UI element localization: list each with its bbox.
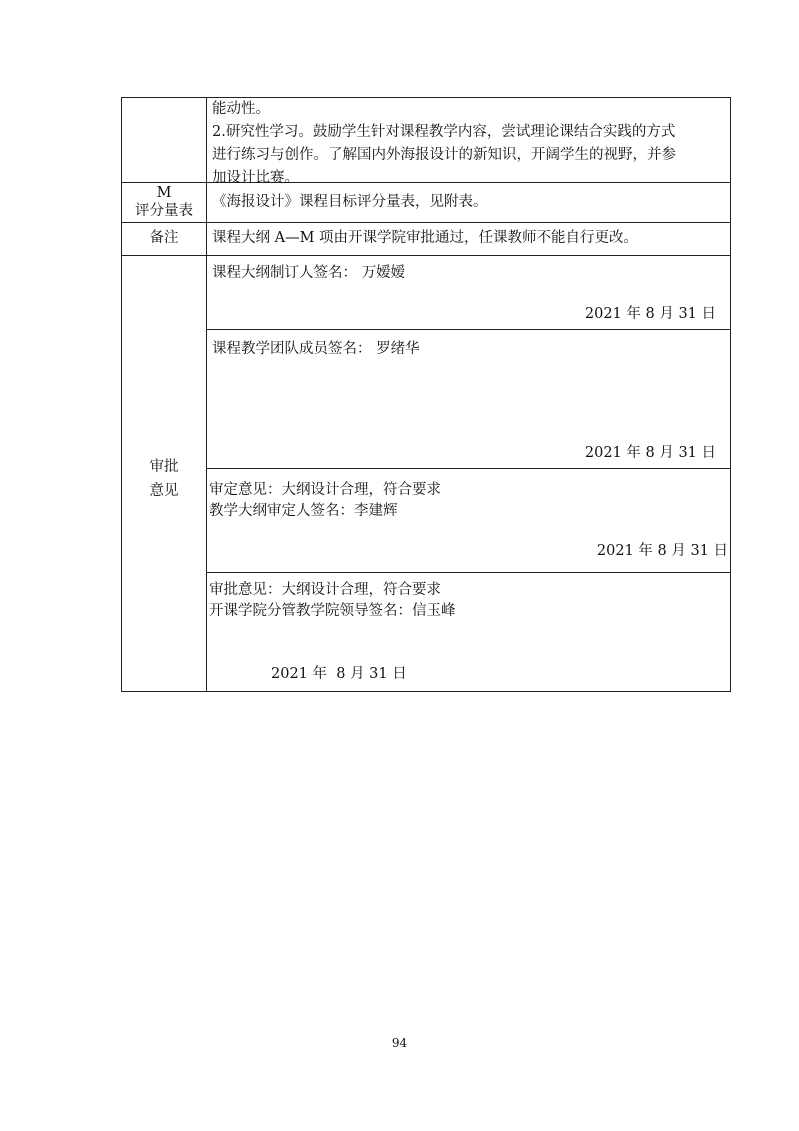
review-date: 2021 年 8 月 31 日 [596, 543, 728, 559]
approval-label [122, 455, 206, 503]
row-divider [206, 329, 730, 330]
row-divider [206, 468, 730, 469]
rubric-label-text: 评分量表 [135, 203, 193, 219]
review-opinion: 审定意见：大纲设计合理，符合要求 [209, 482, 441, 498]
rubric-label-letter: M [156, 185, 172, 201]
method-description [206, 98, 732, 190]
drafter-date: 2021 年 8 月 31 日 [584, 306, 716, 322]
row-divider [122, 255, 730, 256]
text-line: 2.研究性学习。鼓励学生针对课程教学内容，尝试理论课结合实践的方式 [212, 124, 676, 140]
row-divider [206, 572, 730, 573]
drafter-signature: 课程大纲制订人签名： 万嫒嫒 [212, 265, 406, 281]
note-label: 备注 [149, 230, 179, 246]
team-date: 2021 年 8 月 31 日 [584, 445, 716, 461]
approval-label-line: 审批 [149, 459, 179, 475]
note-content: 课程大纲 A—M 项由开课学院审批通过，任课教师不能自行更改。 [212, 230, 639, 246]
team-signature: 课程教学团队成员签名： 罗绪华 [212, 341, 420, 357]
text-line: 加设计比赛。 [212, 170, 299, 186]
page-number: 94 [391, 1036, 408, 1050]
text-line: 能动性。 [212, 101, 270, 117]
text-line: 进行练习与创作。了解国内外海报设计的新知识，开阔学生的视野，并参 [212, 147, 676, 163]
approval-opinion: 审批意见：大纲设计合理，符合要求 [209, 582, 441, 598]
row-divider [122, 222, 730, 223]
rubric-content: 《海报设计》课程目标评分量表，见附表。 [212, 194, 488, 210]
syllabus-table [121, 97, 731, 692]
reviewer-signature: 教学大纲审定人签名：李建辉 [209, 503, 398, 519]
approval-label-line: 意见 [149, 483, 179, 499]
approver-signature: 开课学院分管教学院领导签名：信玉峰 [209, 603, 456, 619]
approval-date: 2021 年 8 月 31 日 [271, 666, 407, 682]
rubric-label [122, 184, 206, 220]
